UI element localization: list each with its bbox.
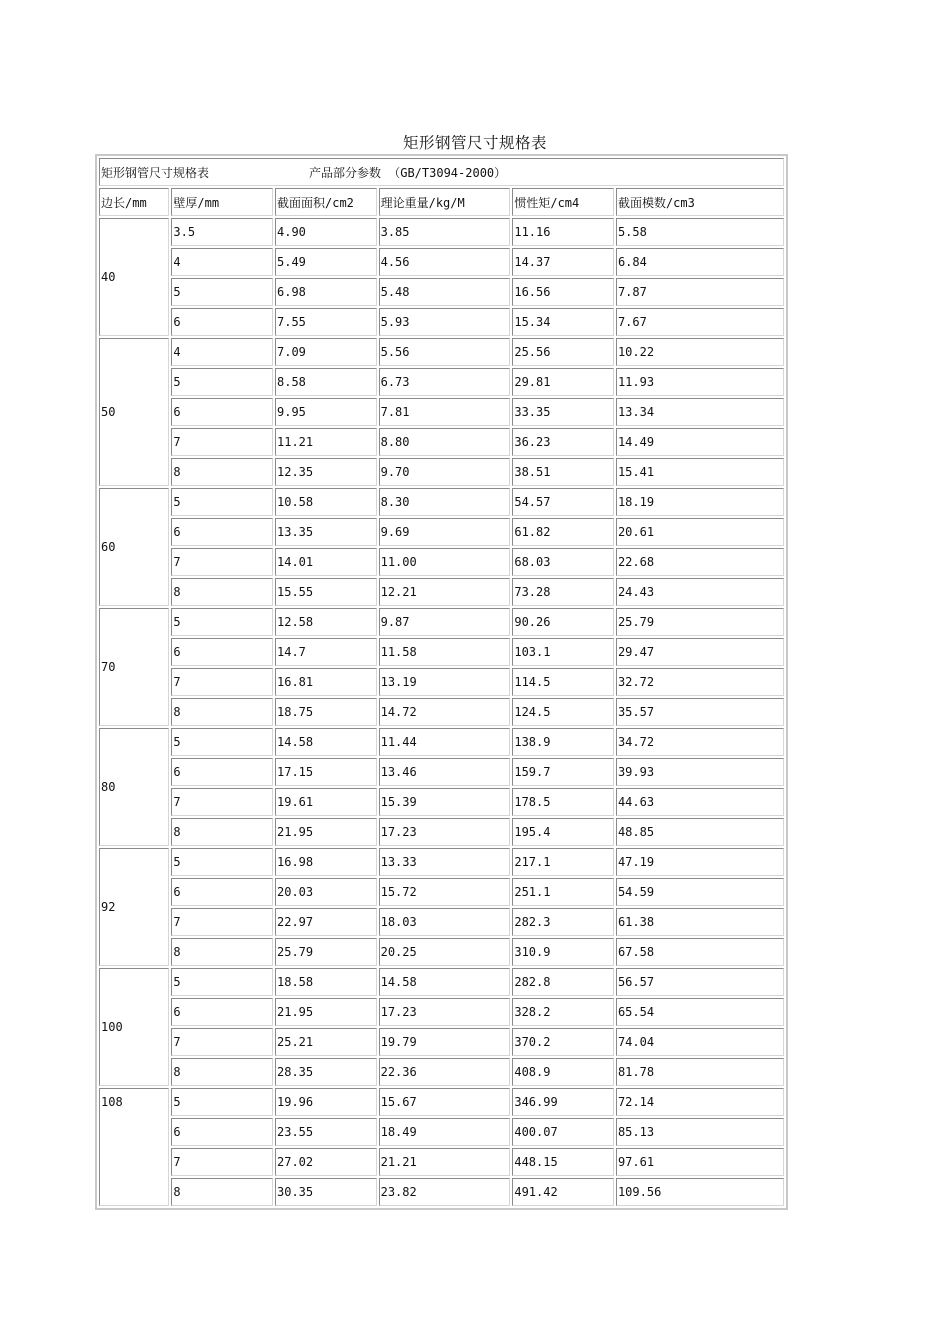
table-cell: 5.48 bbox=[379, 278, 511, 306]
page-title: 矩形钢管尺寸规格表 bbox=[402, 134, 547, 152]
table-row bbox=[99, 548, 784, 576]
table-row bbox=[99, 608, 784, 636]
table-cell: 8 bbox=[171, 818, 273, 846]
table-row bbox=[99, 938, 784, 966]
table-cell: 7.09 bbox=[275, 338, 377, 366]
table-cell: 38.51 bbox=[512, 458, 614, 486]
table-cell: 8 bbox=[171, 698, 273, 726]
table-row bbox=[99, 398, 784, 426]
table-cell: 5 bbox=[171, 728, 273, 756]
table-cell: 34.72 bbox=[616, 728, 784, 756]
table-cell: 7 bbox=[171, 668, 273, 696]
table-cell: 28.35 bbox=[275, 1058, 377, 1086]
table-cell: 5 bbox=[171, 848, 273, 876]
table-cell: 4.56 bbox=[379, 248, 511, 276]
table-cell: 13.46 bbox=[379, 758, 511, 786]
table-cell: 25.56 bbox=[512, 338, 614, 366]
caption-row bbox=[99, 158, 784, 186]
header-cell: 壁厚/mm bbox=[171, 188, 273, 216]
table-cell: 6 bbox=[171, 638, 273, 666]
table-cell: 328.2 bbox=[512, 998, 614, 1026]
table-cell: 25.79 bbox=[275, 938, 377, 966]
table-cell: 17.23 bbox=[379, 998, 511, 1026]
table-row bbox=[99, 728, 784, 756]
table-cell: 400.07 bbox=[512, 1118, 614, 1146]
table-cell: 3.85 bbox=[379, 218, 511, 246]
edge-length-cell: 50 bbox=[99, 338, 169, 486]
table-cell: 7.87 bbox=[616, 278, 784, 306]
table-cell: 114.5 bbox=[512, 668, 614, 696]
table-cell: 5 bbox=[171, 488, 273, 516]
table-cell: 12.35 bbox=[275, 458, 377, 486]
table-row bbox=[99, 428, 784, 456]
table-row bbox=[99, 368, 784, 396]
table-cell: 11.00 bbox=[379, 548, 511, 576]
table-row bbox=[99, 638, 784, 666]
table-cell: 14.01 bbox=[275, 548, 377, 576]
table-row bbox=[99, 788, 784, 816]
table-cell: 21.95 bbox=[275, 818, 377, 846]
table-cell: 251.1 bbox=[512, 878, 614, 906]
table-cell: 54.59 bbox=[616, 878, 784, 906]
table-cell: 14.58 bbox=[379, 968, 511, 996]
table-cell: 25.21 bbox=[275, 1028, 377, 1056]
table-cell: 8.30 bbox=[379, 488, 511, 516]
table-row bbox=[99, 578, 784, 606]
table-cell: 5 bbox=[171, 1088, 273, 1116]
table-cell: 7 bbox=[171, 1028, 273, 1056]
table-row bbox=[99, 1118, 784, 1146]
table-cell: 39.93 bbox=[616, 758, 784, 786]
table-cell: 14.58 bbox=[275, 728, 377, 756]
table-row bbox=[99, 878, 784, 906]
table-row bbox=[99, 1058, 784, 1086]
table-cell: 35.57 bbox=[616, 698, 784, 726]
table-cell: 11.21 bbox=[275, 428, 377, 456]
table-cell: 4 bbox=[171, 338, 273, 366]
table-cell: 81.78 bbox=[616, 1058, 784, 1086]
table-cell: 4.90 bbox=[275, 218, 377, 246]
table-cell: 23.82 bbox=[379, 1178, 511, 1206]
table-cell: 68.03 bbox=[512, 548, 614, 576]
table-cell: 11.16 bbox=[512, 218, 614, 246]
table-cell: 7.55 bbox=[275, 308, 377, 336]
table-cell: 15.34 bbox=[512, 308, 614, 336]
table-cell: 10.58 bbox=[275, 488, 377, 516]
table-cell: 6 bbox=[171, 878, 273, 906]
table-row bbox=[99, 908, 784, 936]
table-cell: 21.95 bbox=[275, 998, 377, 1026]
table-cell: 15.72 bbox=[379, 878, 511, 906]
table-cell: 44.63 bbox=[616, 788, 784, 816]
table-cell: 5 bbox=[171, 278, 273, 306]
table-cell: 6.84 bbox=[616, 248, 784, 276]
table-cell: 8 bbox=[171, 1178, 273, 1206]
table-cell: 7 bbox=[171, 908, 273, 936]
table-cell: 5.58 bbox=[616, 218, 784, 246]
caption-left: 矩形钢管尺寸规格表 bbox=[101, 165, 210, 180]
table-cell: 9.87 bbox=[379, 608, 511, 636]
table-row bbox=[99, 1088, 784, 1116]
table-cell: 6.98 bbox=[275, 278, 377, 306]
table-cell: 9.95 bbox=[275, 398, 377, 426]
table-row bbox=[99, 698, 784, 726]
table-cell: 65.54 bbox=[616, 998, 784, 1026]
table-cell: 109.56 bbox=[616, 1178, 784, 1206]
table-cell: 9.69 bbox=[379, 518, 511, 546]
table-cell: 48.85 bbox=[616, 818, 784, 846]
table-row bbox=[99, 488, 784, 516]
table-cell: 67.58 bbox=[616, 938, 784, 966]
table-row bbox=[99, 1178, 784, 1206]
table-cell: 6 bbox=[171, 998, 273, 1026]
table-cell: 20.61 bbox=[616, 518, 784, 546]
table-row bbox=[99, 278, 784, 306]
spec-table bbox=[95, 154, 788, 1210]
table-cell: 8 bbox=[171, 938, 273, 966]
table-cell: 6 bbox=[171, 1118, 273, 1146]
caption-right: 产品部分参数 （GB/T3094-2000） bbox=[309, 165, 507, 180]
table-cell: 7 bbox=[171, 548, 273, 576]
table-cell: 15.55 bbox=[275, 578, 377, 606]
table-cell: 5.49 bbox=[275, 248, 377, 276]
table-cell: 5.93 bbox=[379, 308, 511, 336]
table-cell: 18.49 bbox=[379, 1118, 511, 1146]
table-cell: 61.38 bbox=[616, 908, 784, 936]
table-cell: 21.21 bbox=[379, 1148, 511, 1176]
table-row bbox=[99, 818, 784, 846]
table-cell: 8.80 bbox=[379, 428, 511, 456]
table-cell: 5 bbox=[171, 608, 273, 636]
table-cell: 11.93 bbox=[616, 368, 784, 396]
table-cell: 14.72 bbox=[379, 698, 511, 726]
table-cell: 178.5 bbox=[512, 788, 614, 816]
table-cell: 36.23 bbox=[512, 428, 614, 456]
table-cell: 85.13 bbox=[616, 1118, 784, 1146]
table-cell: 6 bbox=[171, 518, 273, 546]
table-cell: 7 bbox=[171, 1148, 273, 1176]
table-cell: 4 bbox=[171, 248, 273, 276]
table-cell: 74.04 bbox=[616, 1028, 784, 1056]
table-cell: 10.22 bbox=[616, 338, 784, 366]
table-cell: 5 bbox=[171, 968, 273, 996]
table-cell: 90.26 bbox=[512, 608, 614, 636]
table-cell: 6 bbox=[171, 398, 273, 426]
edge-length-cell: 92 bbox=[99, 848, 169, 966]
table-cell: 32.72 bbox=[616, 668, 784, 696]
table-row bbox=[99, 308, 784, 336]
table-cell: 61.82 bbox=[512, 518, 614, 546]
table-cell: 13.34 bbox=[616, 398, 784, 426]
table-cell: 8.58 bbox=[275, 368, 377, 396]
table-cell: 54.57 bbox=[512, 488, 614, 516]
header-cell: 边长/mm bbox=[99, 188, 169, 216]
table-cell: 73.28 bbox=[512, 578, 614, 606]
header-row bbox=[99, 188, 784, 216]
table-cell: 370.2 bbox=[512, 1028, 614, 1056]
edge-length-cell: 108 bbox=[99, 1088, 169, 1206]
edge-length-cell: 60 bbox=[99, 488, 169, 606]
table-row bbox=[99, 248, 784, 276]
table-row bbox=[99, 458, 784, 486]
table-cell: 12.58 bbox=[275, 608, 377, 636]
table-cell: 217.1 bbox=[512, 848, 614, 876]
table-cell: 27.02 bbox=[275, 1148, 377, 1176]
table-cell: 16.98 bbox=[275, 848, 377, 876]
table-cell: 17.15 bbox=[275, 758, 377, 786]
table-cell: 56.57 bbox=[616, 968, 784, 996]
table-cell: 18.03 bbox=[379, 908, 511, 936]
table-cell: 159.7 bbox=[512, 758, 614, 786]
table-row bbox=[99, 518, 784, 546]
table-cell: 8 bbox=[171, 1058, 273, 1086]
table-cell: 103.1 bbox=[512, 638, 614, 666]
edge-length-cell: 70 bbox=[99, 608, 169, 726]
table-cell: 7 bbox=[171, 788, 273, 816]
table-cell: 310.9 bbox=[512, 938, 614, 966]
table-cell: 138.9 bbox=[512, 728, 614, 756]
table-cell: 15.41 bbox=[616, 458, 784, 486]
table-cell: 16.81 bbox=[275, 668, 377, 696]
table-cell: 20.03 bbox=[275, 878, 377, 906]
table-cell: 12.21 bbox=[379, 578, 511, 606]
table-cell: 22.36 bbox=[379, 1058, 511, 1086]
table-cell: 20.25 bbox=[379, 938, 511, 966]
table-cell: 18.19 bbox=[616, 488, 784, 516]
header-cell: 截面模数/cm3 bbox=[616, 188, 784, 216]
table-row bbox=[99, 968, 784, 996]
table-cell: 7.67 bbox=[616, 308, 784, 336]
table-cell: 33.35 bbox=[512, 398, 614, 426]
table-cell: 6.73 bbox=[379, 368, 511, 396]
table-cell: 18.58 bbox=[275, 968, 377, 996]
table-cell: 9.70 bbox=[379, 458, 511, 486]
table-cell: 23.55 bbox=[275, 1118, 377, 1146]
table-row bbox=[99, 338, 784, 366]
table-cell: 5.56 bbox=[379, 338, 511, 366]
table-cell: 18.75 bbox=[275, 698, 377, 726]
table-cell: 16.56 bbox=[512, 278, 614, 306]
table-cell: 6 bbox=[171, 758, 273, 786]
table-row bbox=[99, 1028, 784, 1056]
table-cell: 6 bbox=[171, 308, 273, 336]
table-row bbox=[99, 758, 784, 786]
header-cell: 理论重量/kg/M bbox=[379, 188, 511, 216]
table-cell: 5 bbox=[171, 368, 273, 396]
table-cell: 408.9 bbox=[512, 1058, 614, 1086]
table-cell: 3.5 bbox=[171, 218, 273, 246]
table-cell: 124.5 bbox=[512, 698, 614, 726]
table-cell: 491.42 bbox=[512, 1178, 614, 1206]
table-row bbox=[99, 668, 784, 696]
table-cell: 14.37 bbox=[512, 248, 614, 276]
edge-length-cell: 100 bbox=[99, 968, 169, 1086]
edge-length-cell: 40 bbox=[99, 218, 169, 336]
table-cell: 195.4 bbox=[512, 818, 614, 846]
table-cell: 13.33 bbox=[379, 848, 511, 876]
table-cell: 13.19 bbox=[379, 668, 511, 696]
table-cell: 14.49 bbox=[616, 428, 784, 456]
table-caption bbox=[99, 158, 784, 186]
table-row bbox=[99, 998, 784, 1026]
header-cell: 截面面积/cm2 bbox=[275, 188, 377, 216]
table-row bbox=[99, 1148, 784, 1176]
table-cell: 30.35 bbox=[275, 1178, 377, 1206]
table-cell: 8 bbox=[171, 458, 273, 486]
table-row bbox=[99, 848, 784, 876]
table-cell: 448.15 bbox=[512, 1148, 614, 1176]
table-cell: 17.23 bbox=[379, 818, 511, 846]
table-cell: 22.97 bbox=[275, 908, 377, 936]
table-cell: 15.67 bbox=[379, 1088, 511, 1116]
header-cell: 惯性矩/cm4 bbox=[512, 188, 614, 216]
table-cell: 97.61 bbox=[616, 1148, 784, 1176]
table-cell: 7.81 bbox=[379, 398, 511, 426]
table-cell: 19.96 bbox=[275, 1088, 377, 1116]
table-cell: 25.79 bbox=[616, 608, 784, 636]
table-cell: 282.3 bbox=[512, 908, 614, 936]
table-cell: 15.39 bbox=[379, 788, 511, 816]
table-cell: 346.99 bbox=[512, 1088, 614, 1116]
table-cell: 282.8 bbox=[512, 968, 614, 996]
table-cell: 19.79 bbox=[379, 1028, 511, 1056]
table-cell: 47.19 bbox=[616, 848, 784, 876]
table-cell: 29.47 bbox=[616, 638, 784, 666]
table-cell: 11.58 bbox=[379, 638, 511, 666]
table-cell: 7 bbox=[171, 428, 273, 456]
table-cell: 24.43 bbox=[616, 578, 784, 606]
table-cell: 29.81 bbox=[512, 368, 614, 396]
table-cell: 14.7 bbox=[275, 638, 377, 666]
table-row bbox=[99, 218, 784, 246]
table-cell: 19.61 bbox=[275, 788, 377, 816]
table-cell: 13.35 bbox=[275, 518, 377, 546]
table-cell: 8 bbox=[171, 578, 273, 606]
table-cell: 11.44 bbox=[379, 728, 511, 756]
edge-length-cell: 80 bbox=[99, 728, 169, 846]
table-cell: 22.68 bbox=[616, 548, 784, 576]
table-cell: 72.14 bbox=[616, 1088, 784, 1116]
